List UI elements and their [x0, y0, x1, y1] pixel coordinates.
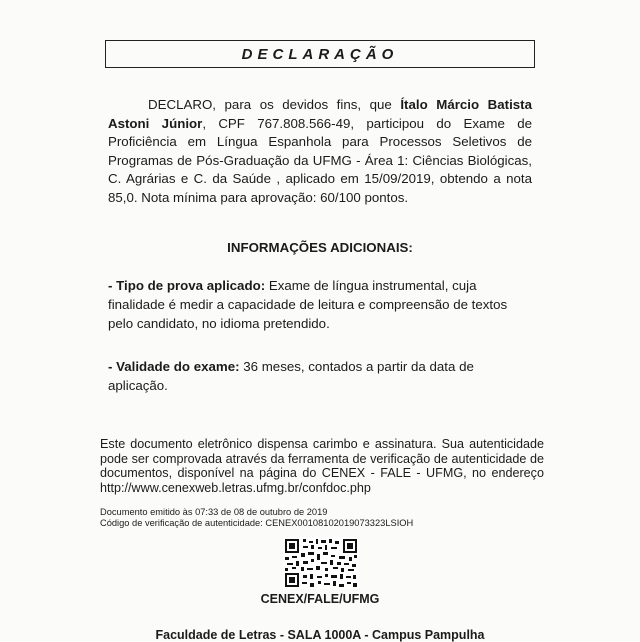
issue-timestamp: Documento emitido às 07:33 de 08 de outubro de 2019 [100, 507, 328, 517]
verification-code: Código de verificação de autenticidade: CENEX00108102019073323LSIOH [100, 518, 414, 528]
qr-code-icon [283, 537, 359, 589]
declaration-rest: , CPF 767.808.566-49, participou do Exame de Proficiência em Língua Espanhola para Processos Seletivos de Programas de Pós-Graduação da UFMG - Área 1: Ciências Biológicas, C. Agrárias e C. da Saúde , aplicado em 15/09/2019, obtendo a nota 85,0. Nota mínima para aprovação: 60/100 pontos. [108, 115, 532, 205]
additional-info-heading: INFORMAÇÕES ADICIONAIS: [227, 240, 413, 255]
item-validity [108, 357, 532, 395]
footer-address: Faculdade de Letras - SALA 1000A - Campus Pampulha [155, 628, 485, 642]
authenticity-notice: Este documento eletrônico dispensa carimbo e assinatura. Sua autenticidade pode ser comprovada através da ferramenta de verificação de autenticidade de documentos, disponível na página do CENEX - FALE - UFMG, no endereço http://www.cenexweb.letras.ufmg.br/confdoc.php [100, 437, 544, 495]
candidate-name: Ítalo Márcio Batista Astoni Júnior [108, 97, 532, 131]
title-box [105, 40, 535, 68]
item-label: - Tipo de prova aplicado: [108, 278, 266, 293]
declaration-paragraph [108, 96, 532, 208]
item-text: Exame de língua instrumental, cuja finalidade é medir a capacidade de leitura e compreensão de textos pelo candidato, no idioma pretendido. [108, 278, 508, 331]
item-text: 36 meses, contados a partir da data de aplicação. [108, 359, 474, 393]
item-label: - Validade do exame: [108, 359, 240, 374]
document-title: DECLARAÇÃO [241, 45, 399, 63]
item-exam-type [108, 276, 532, 333]
declaration-lead: DECLARO, para os devidos fins, que [148, 97, 401, 112]
footer-organization: CENEX/FALE/UFMG [260, 592, 380, 606]
